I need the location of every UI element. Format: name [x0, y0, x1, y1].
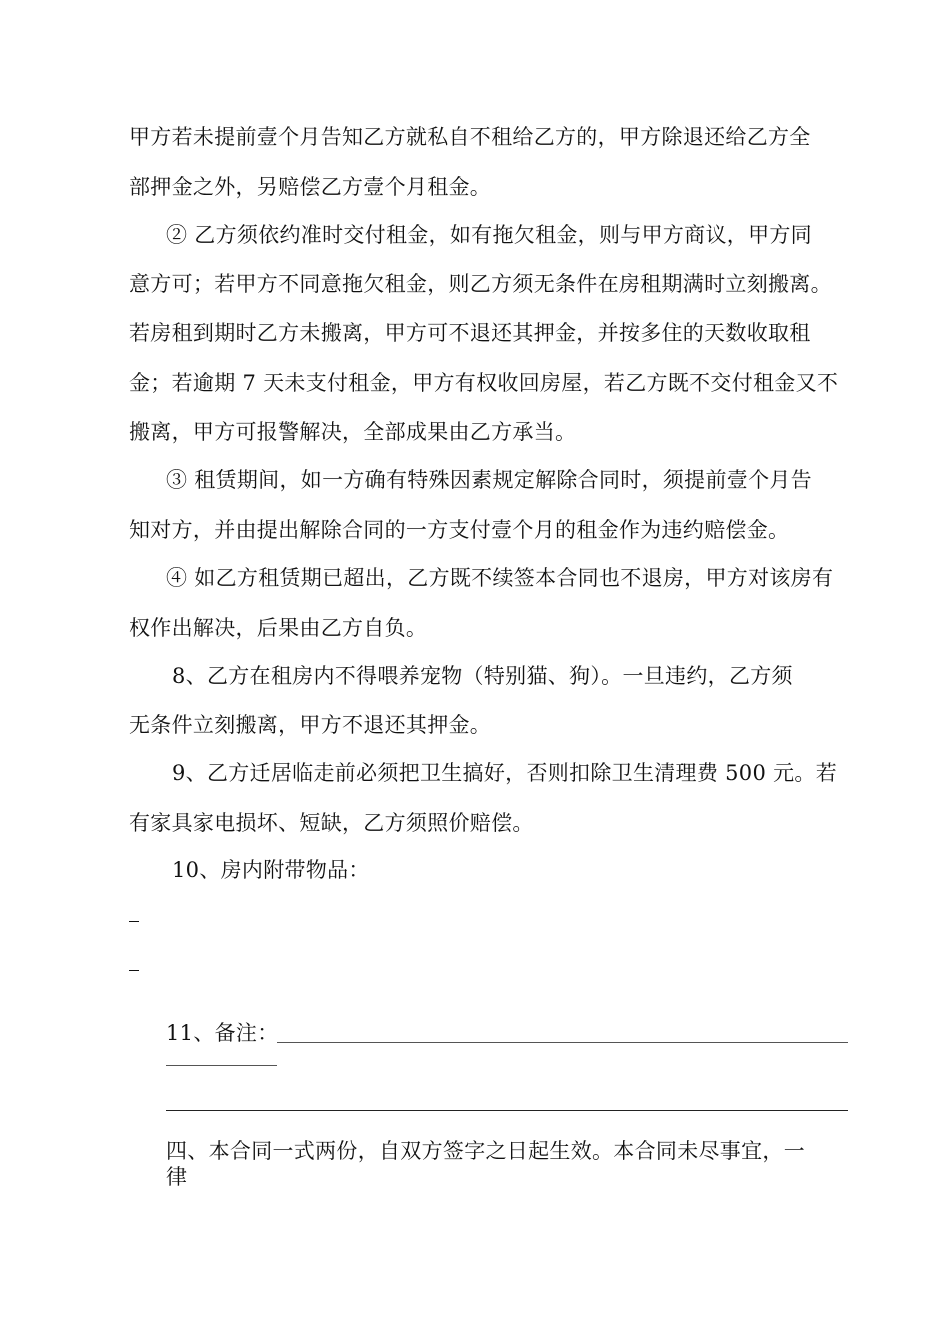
remarks-underline [166, 1065, 277, 1066]
clause-11-label: 11、备注： [166, 1021, 279, 1045]
clause-9-line: 有家具家电损坏、短缺，乙方须照价赔偿。 [129, 811, 534, 835]
blank-dash [129, 970, 139, 971]
remarks-underline [277, 1042, 848, 1043]
clause-3-line: ③ 租赁期间，如一方确有特殊因素规定解除合同时，须提前壹个月告 [166, 468, 812, 492]
section-4-line: 四、本合同一式两份，自双方签字之日起生效。本合同未尽事宜，一 [166, 1139, 805, 1163]
clause-8-line: 无条件立刻搬离，甲方不退还其押金。 [129, 713, 492, 737]
clause-3-line: 知对方，并由提出解除合同的一方支付壹个月的租金作为违约赔偿金。 [129, 518, 790, 542]
paragraph-line: 甲方若未提前壹个月告知乙方就私自不租给乙方的，甲方除退还给乙方全 [129, 125, 811, 149]
clause-2-line: 若房租到期时乙方未搬离，甲方可不退还其押金，并按多住的天数收取租 [129, 321, 811, 345]
clause-8-line: 8、乙方在租房内不得喂养宠物（特别猫、狗）。一旦违约，乙方须 [172, 664, 793, 688]
section-4-line: 律 [166, 1165, 188, 1189]
clause-2-line: 意方可；若甲方不同意拖欠租金，则乙方须无条件在房租期满时立刻搬离。 [129, 272, 832, 296]
blank-dash [129, 921, 139, 922]
clause-2-line: 搬离，甲方可报警解决，全部成果由乙方承当。 [129, 420, 577, 444]
clause-2-line: 金；若逾期 7 天未支付租金，甲方有权收回房屋，若乙方既不交付租金又不 [129, 371, 839, 395]
remarks-underline [166, 1110, 848, 1111]
clause-10-line: 10、房内附带物品： [172, 858, 370, 882]
clause-2-line: ② 乙方须依约准时交付租金，如有拖欠租金，则与甲方商议，甲方同 [166, 223, 812, 247]
clause-9-line: 9、乙方迁居临走前必须把卫生搞好，否则扣除卫生清理费 500 元。若 [172, 761, 837, 785]
clause-4-line: 权作出解决，后果由乙方自负。 [129, 616, 428, 640]
clause-4-line: ④ 如乙方租赁期已超出，乙方既不续签本合同也不退房，甲方对该房有 [166, 566, 834, 590]
paragraph-line: 部押金之外，另赔偿乙方壹个月租金。 [129, 175, 492, 199]
